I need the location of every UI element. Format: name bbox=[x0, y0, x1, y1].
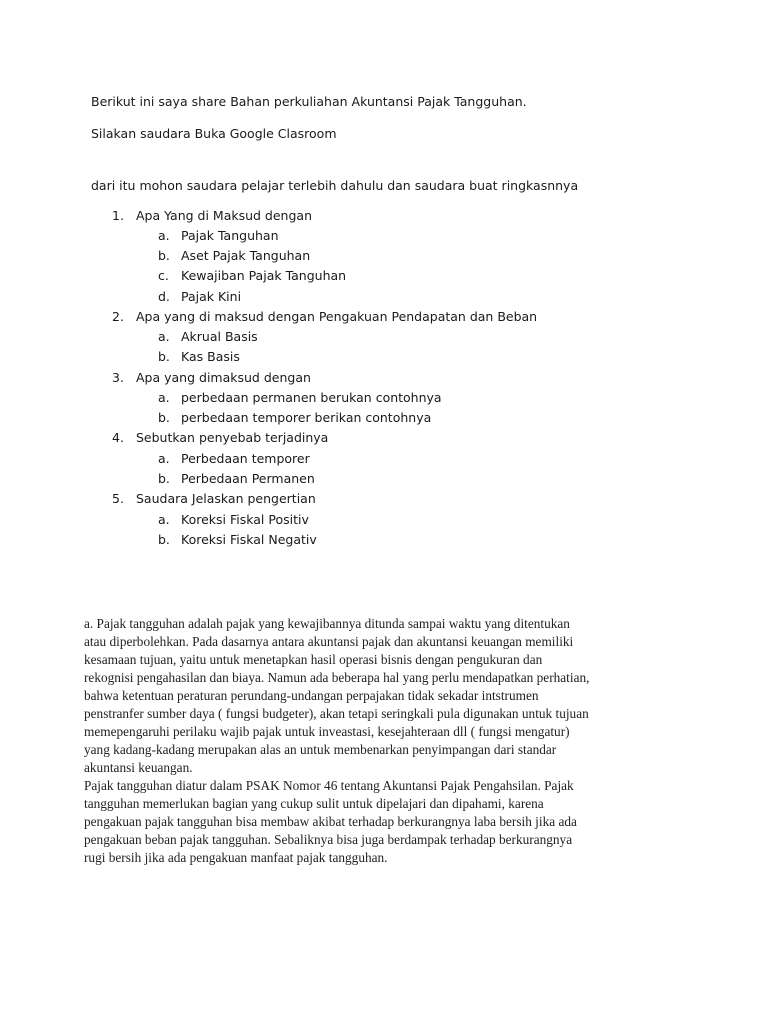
answer-paragraph bbox=[84, 615, 684, 867]
question-text: Saudara Jelaskan pengertian bbox=[136, 491, 316, 506]
sub-item-text: Akrual Basis bbox=[181, 329, 258, 344]
sub-item-letter: d. bbox=[158, 289, 170, 304]
answer-line: memepengaruhi perilaku wajib pajak untuk inveastasi, kesejahteraan dll ( fungsi mengatur) bbox=[84, 724, 570, 739]
sub-item-letter: a. bbox=[158, 451, 170, 466]
answer-line: Pajak tangguhan diatur dalam PSAK Nomor 46 tentang Akuntansi Pajak Pengahsilan. Pajak bbox=[84, 778, 574, 793]
answer-line: kesamaan tujuan, yaitu untuk menetapkan hasil operasi bisnis dengan pengukuran dan bbox=[84, 652, 543, 667]
answer-line: atau diperbolehkan. Pada dasarnya antara akuntansi pajak dan akuntansi keuangan memiliki bbox=[84, 634, 574, 649]
sub-item-letter: b. bbox=[158, 248, 170, 263]
sub-item-text: Perbedaan Permanen bbox=[181, 471, 315, 486]
question-text: Sebutkan penyebab terjadinya bbox=[136, 430, 329, 445]
sub-item-text: Koreksi Fiskal Positiv bbox=[181, 512, 309, 527]
answer-line: pengakuan beban pajak tangguhan. Sebaliknya bisa juga berdampak terhadap berkurangnya bbox=[84, 832, 573, 847]
question-number: 3. bbox=[112, 370, 124, 385]
question-text: Apa yang dimaksud dengan bbox=[136, 370, 311, 385]
sub-item-text: Perbedaan temporer bbox=[181, 451, 310, 466]
intro-line: dari itu mohon saudara pelajar terlebih dahulu dan saudara buat ringkasnnya bbox=[91, 178, 579, 193]
sub-item-text: Pajak Kini bbox=[181, 289, 242, 304]
answer-line: bahwa ketentuan peraturan perundang-undangan perpajakan tidak sekadar intstrumen bbox=[84, 688, 539, 703]
sub-item-text: Kas Basis bbox=[181, 349, 240, 364]
sub-item-text: perbedaan temporer berikan contohnya bbox=[181, 410, 432, 425]
sub-item-text: Aset Pajak Tanguhan bbox=[181, 248, 311, 263]
sub-item-letter: c. bbox=[158, 268, 169, 283]
question-text: Apa Yang di Maksud dengan bbox=[136, 208, 312, 223]
question-number: 4. bbox=[112, 430, 124, 445]
answer-line: rekognisi pengahasilan dan biaya. Namun ada beberapa hal yang perlu mendapatkan perhatian, bbox=[84, 670, 590, 685]
sub-item-text: Koreksi Fiskal Negativ bbox=[181, 532, 317, 547]
intro-line: Silakan saudara Buka Google Clasroom bbox=[91, 126, 337, 141]
question-number: 5. bbox=[112, 491, 124, 506]
sub-item-text: Pajak Tanguhan bbox=[181, 228, 279, 243]
question-text: Apa yang di maksud dengan Pengakuan Pendapatan dan Beban bbox=[136, 309, 538, 324]
sub-item-text: perbedaan permanen berukan contohnya bbox=[181, 390, 442, 405]
answer-line: pengakuan pajak tangguhan bisa membaw akibat terhadap berkurangnya laba bersih jika ada bbox=[84, 814, 577, 829]
sub-item-letter: b. bbox=[158, 471, 170, 486]
sub-item-text: Kewajiban Pajak Tanguhan bbox=[181, 268, 347, 283]
answer-line: a. Pajak tangguhan adalah pajak yang kewajibannya ditunda sampai waktu yang ditentukan bbox=[84, 616, 570, 631]
sub-item-letter: b. bbox=[158, 532, 170, 547]
sub-item-letter: b. bbox=[158, 349, 170, 364]
sub-item-letter: a. bbox=[158, 228, 170, 243]
question-number: 1. bbox=[112, 208, 124, 223]
answer-line: yang kadang-kadang merupakan alas an untuk membenarkan penyimpangan dari standar bbox=[84, 742, 557, 757]
intro-line: Berikut ini saya share Bahan perkuliahan Akuntansi Pajak Tangguhan. bbox=[91, 94, 527, 109]
answer-line: penstranfer sumber daya ( fungsi budgeter), akan tetapi seringkali pula digunakan untuk tujuan bbox=[84, 706, 589, 721]
answer-line: akuntansi keuangan. bbox=[84, 760, 193, 775]
sub-item-letter: a. bbox=[158, 390, 170, 405]
answer-line: tangguhan memerlukan bagian yang cukup sulit untuk dipelajari dan dipahami, karena bbox=[84, 796, 544, 811]
answer-line: rugi bersih jika ada pengakuan manfaat pajak tangguhan. bbox=[84, 850, 388, 865]
sub-item-letter: a. bbox=[158, 329, 170, 344]
question-number: 2. bbox=[112, 309, 124, 324]
sub-item-letter: b. bbox=[158, 410, 170, 425]
sub-item-letter: a. bbox=[158, 512, 170, 527]
